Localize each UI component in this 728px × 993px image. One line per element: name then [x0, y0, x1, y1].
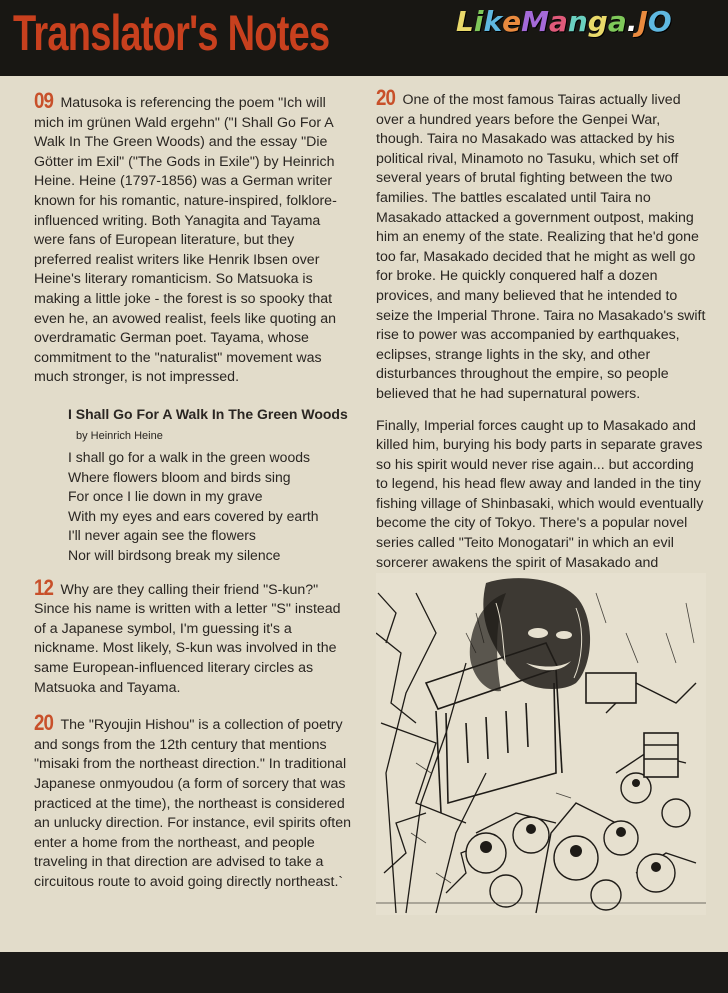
- note-20-ryoujin: [34, 710, 352, 892]
- note-number: 12: [34, 574, 54, 600]
- note-text: Matusoka is referencing the poem "Ich will mich im grünen Wald ergehn" ("I Shall Go For A Walk In The Green Woods) and the essay "Die Götter im Exil" ("The Gods in Exile") by Heinrich Heine. Heine (1797-1856) was a German writer known for his romantic, nature-inspired, folklore-influenced writing. Both Yanagita and Tayama were fans of European literature, but they preferred realist writers like Henrik Ibsen over Heine's literary romanticism. So Matsuoka is making a little joke - the forest is so spooky that even he, an avowed realist, feels like quoting an overdramatic German poet. Tayama, whose commitment to the "naturalist" movement was much stronger, is not impressed.: [34, 95, 337, 386]
- note-20-masakado: [376, 85, 706, 405]
- note-number: 09: [34, 88, 54, 113]
- note-number: 20: [34, 710, 54, 736]
- poem-line: For once I lie down in my grave: [68, 488, 263, 505]
- left-column: [34, 88, 352, 910]
- note-number: 20: [376, 85, 396, 110]
- logo-letter: L: [456, 5, 474, 38]
- logo-letter: n: [567, 5, 588, 38]
- note-text: The "Ryoujin Hishou" is a collection of poetry and songs from the 12th century that mentions "misaki from the northeast direction." In traditional Japanese onmyoudou (a form of sorcery that was practiced at the time), the northeast is considered an unlucky direction. For instance, evil spirits often enter a home from the northeast, and people traveling in that direction are advised to take a circuitous route to avoid going directly northeast.`: [34, 717, 352, 890]
- logo-letter: i: [473, 5, 484, 38]
- logo-letter: k: [483, 5, 503, 38]
- poem-line: Nor will birdsong break my silence: [68, 547, 281, 564]
- logo-letter: .: [626, 5, 638, 38]
- poem-title: I Shall Go For A Walk In The Green Woods: [68, 405, 348, 422]
- poem-line: I shall go for a walk in the green woods: [68, 449, 311, 466]
- note-text: One of the most famous Tairas actually lived over a hundred years before the Genpei War, though. Taira no Masakado was attacked by his political rival, Minamoto no Tasuku, which set off several years of brutal fighting between the two families. The battles escalated until Taira no Masakado attacked a government outpost, making him an enemy of the state. Realizing that he'd gone too far, Masakado decided that he might as well go for broke. He quickly conquered half a dozen provices, and many believed that he intended to seize the Imperial Throne. Taira no Masakado's swift rise to power was accompanied by earthquakes, eclipses, strange lights in the sky, and other disturbances throughout the empire, so people believed that he had supernatural powers.: [376, 92, 706, 402]
- masakado-head-illustration: [376, 573, 706, 915]
- footer-bar: [0, 952, 728, 993]
- poem-line: Where flowers bloom and birds sing: [68, 468, 291, 485]
- logo-letter: M: [521, 5, 549, 38]
- logo-letter: J: [637, 5, 648, 38]
- logo-letter: O: [647, 5, 672, 38]
- note-text: Why are they calling their friend "S-kun?" Since his name is written with a letter "S" instead of a Japanese symbol, I'm guessing it's a nickname. Most likely, S-kun was involved in the same European-influenced literary circles as Matsuoka and Tayama.: [34, 581, 341, 696]
- poem-author: by Heinrich Heine: [76, 429, 163, 442]
- site-logo[interactable]: [456, 2, 672, 42]
- logo-letter: e: [502, 5, 522, 38]
- logo-letter: g: [587, 5, 608, 38]
- header-bar: [0, 0, 728, 76]
- note-09: [34, 88, 352, 388]
- poem-line: I'll never again see the flowers: [68, 527, 256, 544]
- logo-letter: a: [548, 5, 568, 38]
- poem-line: With my eyes and ears covered by earth: [68, 507, 319, 524]
- logo-letter: a: [607, 5, 627, 38]
- page-title: Translator's Notes: [13, 5, 330, 61]
- illustration-drawing: [376, 573, 706, 915]
- note-12: [34, 574, 352, 699]
- poem-block: [68, 405, 352, 566]
- note-20-masakado-continued: Finally, Imperial forces caught up to Masakado and killed him, burying his body parts in separate graves so his spirit would never rise again... but according to legend, his head flew away and landed in the tiny fishing village of Shinbasaki, which would eventually become the city of Tokyo. There's a popular novel series called "Teito Monogatari" in which an evil sorcerer awakens the spirit of Masakado and: [376, 417, 704, 571]
- right-column: [376, 85, 706, 605]
